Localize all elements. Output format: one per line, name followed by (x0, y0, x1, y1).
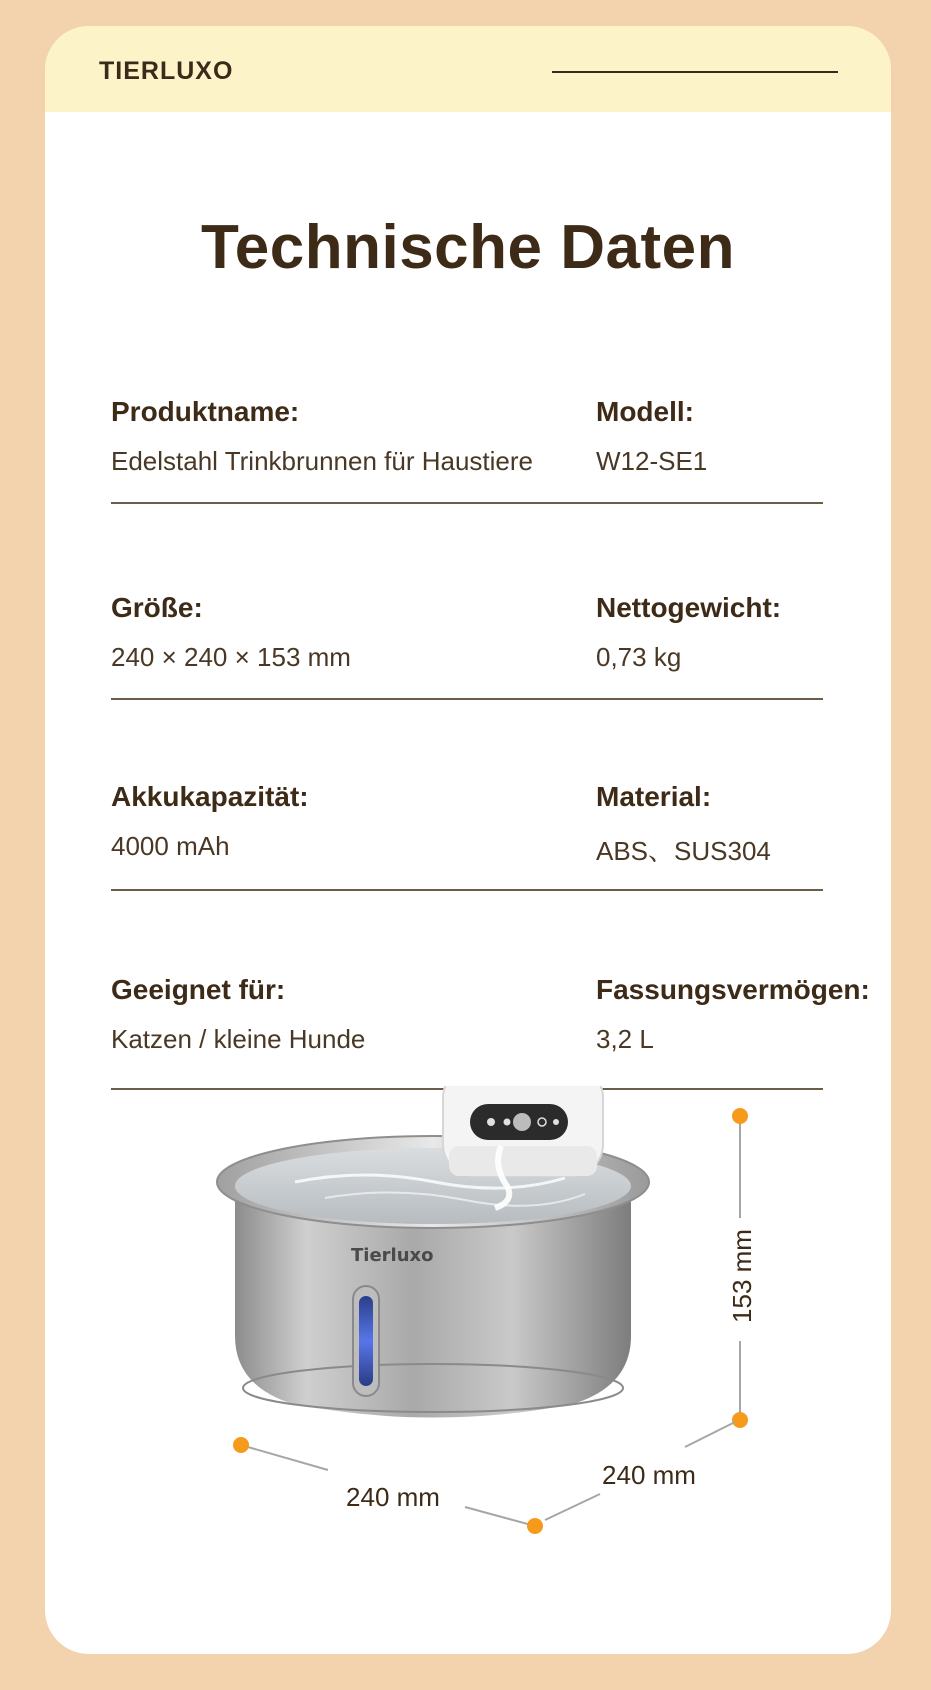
wireless-icon (553, 1119, 559, 1125)
depth-dimension-line (685, 1422, 735, 1447)
spec-value: ABS、SUS304 (596, 836, 771, 866)
pump-base (449, 1146, 597, 1176)
brand-logo: TIERLUXO (99, 57, 234, 85)
depth-dimension-line (545, 1494, 600, 1520)
dimension-dot (732, 1412, 748, 1428)
spec-value: 0,73 kg (596, 642, 682, 672)
product-illustration (45, 1086, 891, 1654)
spec-weight (596, 592, 781, 673)
width-label: 240 mm (346, 1482, 440, 1512)
spec-label: Größe: (111, 592, 203, 623)
spec-capacity (596, 974, 870, 1055)
depth-label: 240 mm (602, 1460, 696, 1490)
row-divider (111, 502, 823, 504)
spec-label: Modell: (596, 396, 694, 427)
spec-card (45, 26, 891, 1654)
dimension-dot (527, 1518, 543, 1534)
dimension-dot (233, 1437, 249, 1453)
header-bar (45, 26, 891, 112)
indicator-icon (504, 1119, 511, 1126)
width-dimension-line (241, 1445, 328, 1470)
spec-size (111, 592, 351, 673)
spec-model (596, 396, 707, 477)
spec-value: 3,2 L (596, 1024, 654, 1054)
spec-value: Edelstahl Trinkbrunnen für Haustiere (111, 446, 534, 476)
dimension-dot (732, 1108, 748, 1124)
spec-label: Nettogewicht: (596, 592, 782, 623)
spec-label: Produktname: (111, 396, 300, 427)
row-divider (111, 889, 823, 891)
product-logo: Tierluxo (351, 1245, 434, 1266)
spec-suitable-for (111, 974, 365, 1055)
header-divider (552, 71, 838, 73)
spec-battery (111, 781, 309, 862)
spec-label: Material: (596, 781, 712, 812)
spec-label: Akkukapazität: (111, 781, 309, 812)
spec-value: Katzen / kleine Hunde (111, 1024, 366, 1054)
height-label: 153 mm (727, 1229, 757, 1323)
row-divider (111, 698, 823, 700)
power-button-icon (513, 1113, 531, 1131)
spec-value: 4000 mAh (111, 831, 230, 861)
indicator-icon (487, 1118, 495, 1126)
spec-product-name (111, 396, 533, 477)
spec-label: Geeignet für: (111, 974, 286, 1005)
page-title: Technische Daten (200, 213, 735, 282)
spec-value: W12-SE1 (596, 446, 708, 476)
water-level-indicator (359, 1296, 373, 1386)
spec-label: Fassungsvermögen: (596, 974, 870, 1005)
spec-value: 240 × 240 × 153 mm (111, 642, 351, 672)
spec-material (596, 781, 771, 868)
width-dimension-line (465, 1507, 535, 1526)
